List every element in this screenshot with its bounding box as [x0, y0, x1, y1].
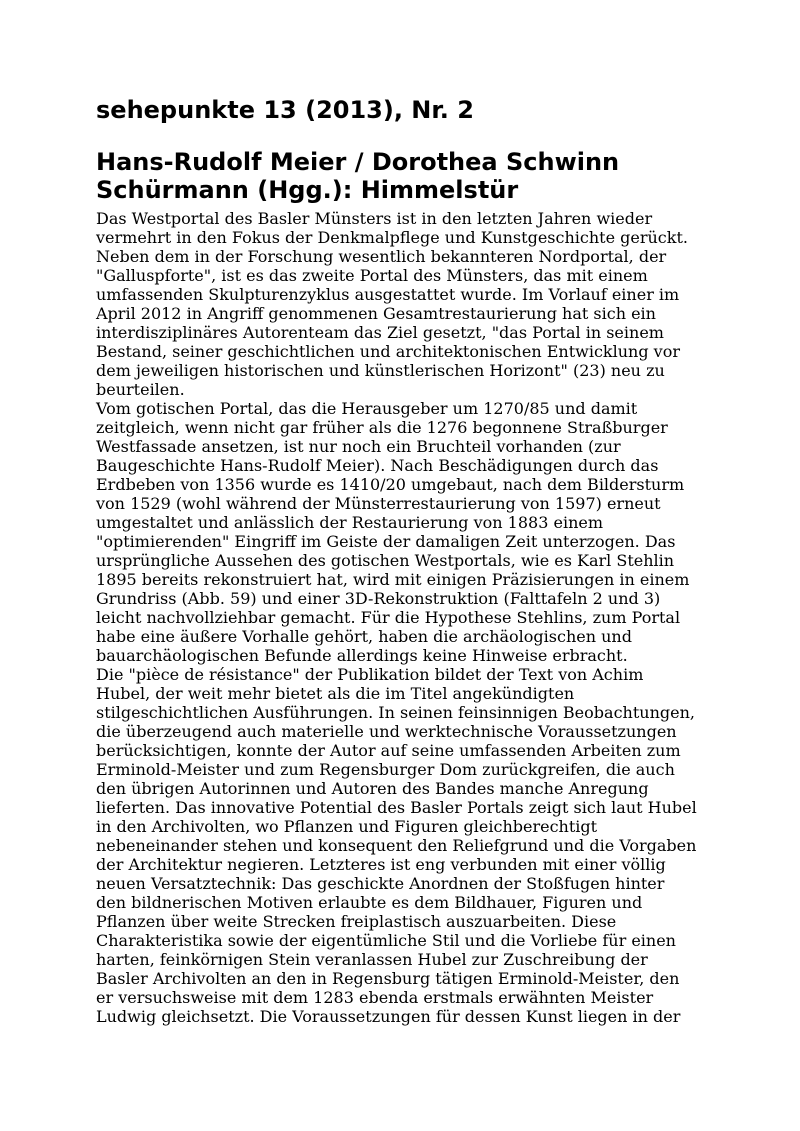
body-text-line: Neben dem in der Forschung wesentlich bekannteren Nordportal, der: [96, 247, 667, 266]
body-text-line: Erminold-Meister und zum Regensburger Dom zurückgreifen, die auch: [96, 760, 675, 779]
body-text-line: stilgeschichtlichen Ausführungen. In seinen feinsinnigen Beobachtungen,: [96, 703, 695, 722]
body-text-line: "Galluspforte", ist es das zweite Portal des Münsters, das mit einem: [96, 266, 648, 285]
body-text-line: in den Archivolten, wo Pflanzen und Figuren gleichberechtigt: [96, 817, 598, 836]
review-title-line: Schürmann (Hgg.): Himmelstür: [96, 176, 519, 204]
body-text-line: Bestand, seiner geschichtlichen und architektonischen Entwicklung vor: [96, 342, 680, 361]
body-text-line: Erdbeben von 1356 wurde es 1410/20 umgebaut, nach dem Bildersturm: [96, 475, 685, 494]
body-text-line: Charakteristika sowie der eigentümliche Stil und die Vorliebe für einen: [96, 931, 676, 950]
body-text-line: den bildnerischen Motiven erlaubte es dem Bildhauer, Figuren und: [96, 893, 643, 912]
body-text-line: "optimierenden" Eingriff im Geiste der damaligen Zeit unterzogen. Das: [96, 532, 676, 551]
body-text-line: Hubel, der weit mehr bietet als die im Titel angekündigten: [96, 684, 575, 703]
body-text-line: habe eine äußere Vorhalle gehört, haben die archäologischen und: [96, 627, 632, 646]
body-text-line: umfassenden Skulpturenzyklus ausgestattet wurde. Im Vorlauf einer im: [96, 285, 680, 304]
body-text-line: 1895 bereits rekonstruiert hat, wird mit einigen Präzisierungen in einem: [96, 570, 690, 589]
body-text-line: der Architektur negieren. Letzteres ist eng verbunden mit einer völlig: [96, 855, 666, 874]
body-text-line: Ludwig gleichsetzt. Die Voraussetzungen für dessen Kunst liegen in der: [96, 1007, 681, 1026]
body-text-line: Grundriss (Abb. 59) und einer 3D-Rekonstruktion (Falttafeln 2 und 3): [96, 589, 661, 608]
body-text-line: lieferten. Das innovative Potential des Basler Portals zeigt sich laut Hubel: [96, 798, 697, 817]
body-text-line: interdisziplinäres Autorenteam das Ziel gesetzt, "das Portal in seinem: [96, 323, 664, 342]
body-text-line: die überzeugend auch materielle und werktechnische Voraussetzungen: [96, 722, 677, 741]
body-text-line: Pflanzen über weite Strecken freiplastisch auszuarbeiten. Diese: [96, 912, 617, 931]
body-text-line: umgestaltet und anlässlich der Restaurierung von 1883 einem: [96, 513, 604, 532]
body-text-line: neuen Versatztechnik: Das geschickte Anordnen der Stoßfugen hinter: [96, 874, 665, 893]
body-text-line: Basler Archivolten an den in Regensburg tätigen Erminold-Meister, den: [96, 969, 680, 988]
body-text-line: Das Westportal des Basler Münsters ist in den letzten Jahren wieder: [96, 209, 653, 228]
review-title-line: Hans-Rudolf Meier / Dorothea Schwinn: [96, 148, 620, 176]
journal-citation: sehepunkte 13 (2013), Nr. 2: [96, 96, 474, 124]
review-title: [96, 148, 726, 204]
body-text-line: Westfassade ansetzen, ist nur noch ein Bruchteil vorhanden (zur: [96, 437, 621, 456]
body-text-line: Die "pièce de résistance" der Publikation bildet der Text von Achim: [96, 665, 644, 684]
body-text-line: dem jeweiligen historischen und künstlerischen Horizont" (23) neu zu: [96, 361, 665, 380]
body-text-line: den übrigen Autorinnen und Autoren des Bandes manche Anregung: [96, 779, 649, 798]
document-page: [96, 95, 726, 1026]
body-text-line: leicht nachvollziehbar gemacht. Für die Hypothese Stehlins, zum Portal: [96, 608, 681, 627]
body-text-line: zeitgleich, wenn nicht gar früher als die 1276 begonnene Straßburger: [96, 418, 668, 437]
body-text-line: harten, feinkörnigen Stein veranlassen Hubel zur Zuschreibung der: [96, 950, 648, 969]
body-text-line: April 2012 in Angriff genommenen Gesamtrestaurierung hat sich ein: [96, 304, 656, 323]
body-text-line: er versuchsweise mit dem 1283 ebenda erstmals erwähnten Meister: [96, 988, 654, 1007]
body-text-line: nebeneinander stehen und konsequent den Reliefgrund und die Vorgaben: [96, 836, 697, 855]
body-text-line: ursprüngliche Aussehen des gotischen Westportals, wie es Karl Stehlin: [96, 551, 675, 570]
body-text-line: von 1529 (wohl während der Münsterrestaurierung von 1597) erneut: [96, 494, 661, 513]
body-text-line: beurteilen.: [96, 380, 185, 399]
body-text-line: vermehrt in den Fokus der Denkmalpflege und Kunstgeschichte gerückt.: [96, 228, 688, 247]
body-text-line: bauarchäologischen Befunde allerdings keine Hinweise erbracht.: [96, 646, 628, 665]
body-text-line: Baugeschichte Hans-Rudolf Meier). Nach Beschädigungen durch das: [96, 456, 659, 475]
body-text-line: berücksichtigen, konnte der Autor auf seine umfassenden Arbeiten zum: [96, 741, 681, 760]
review-body: [96, 209, 726, 1026]
body-text-line: Vom gotischen Portal, das die Herausgeber um 1270/85 und damit: [96, 399, 638, 418]
